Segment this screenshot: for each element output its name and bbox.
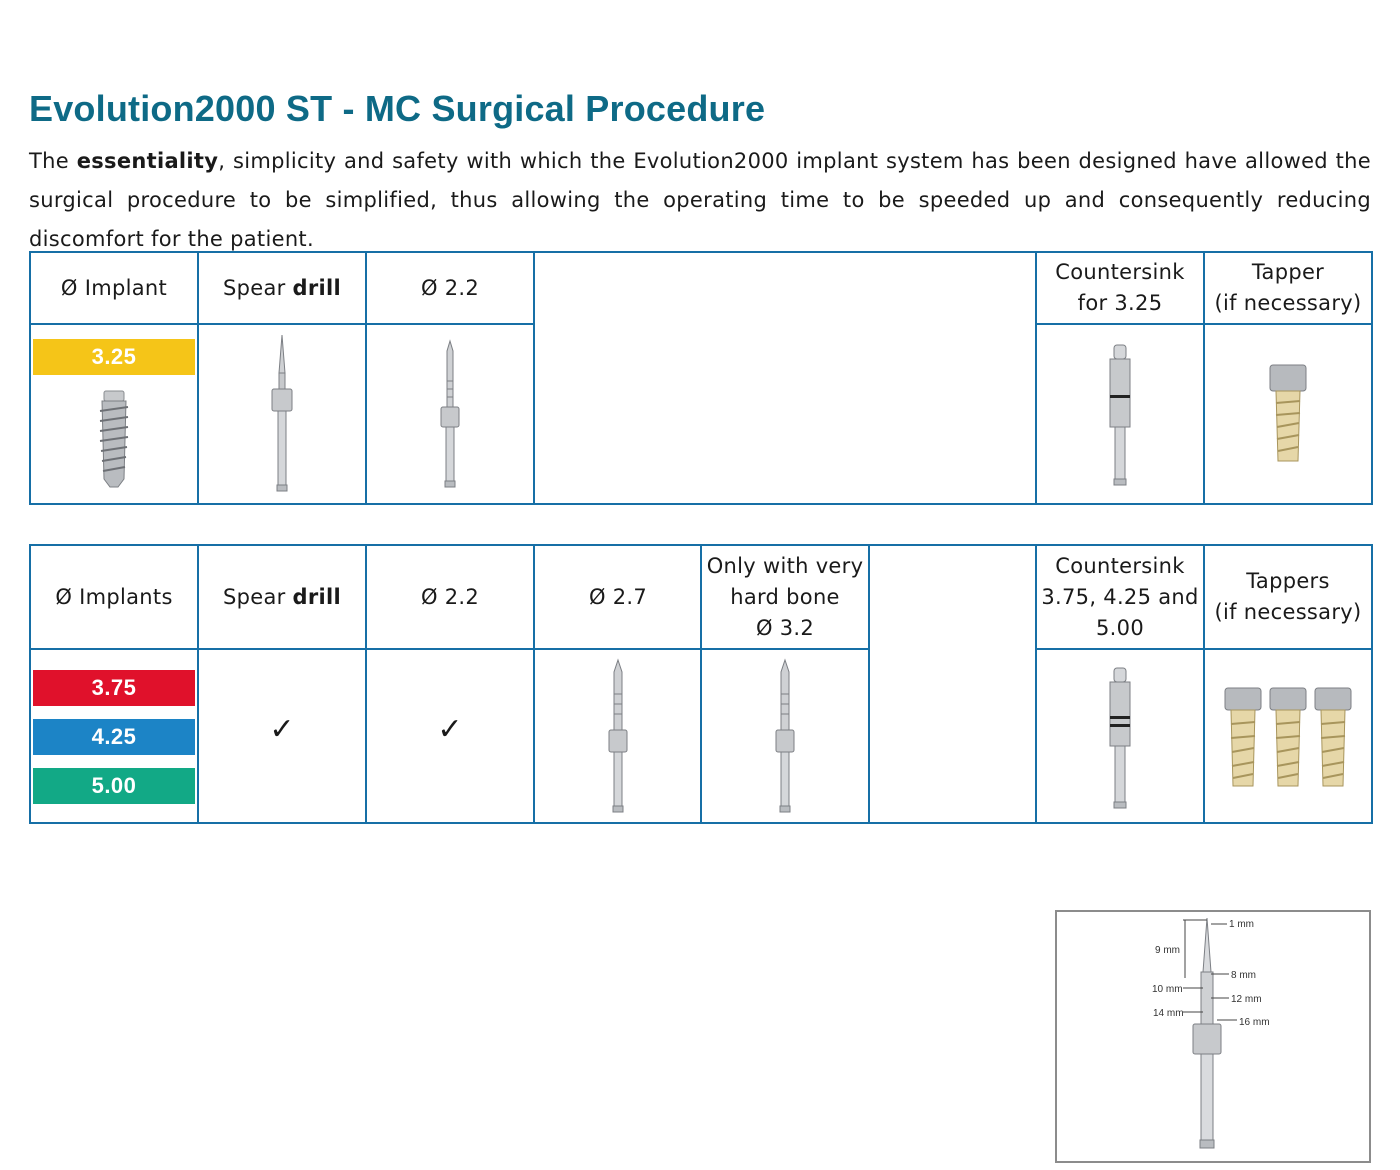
drill-2-2-cell xyxy=(365,648,535,824)
spec-label: 8 mm xyxy=(1231,970,1256,981)
header-spear-drill: Spear drill xyxy=(197,544,367,650)
header-tapper: Tapper (if necessary) xyxy=(1203,251,1373,325)
spec-label: 12 mm xyxy=(1231,994,1262,1005)
empty-cell xyxy=(868,544,1037,824)
implants-cell xyxy=(29,648,199,824)
tappers-cell xyxy=(1203,648,1373,824)
header-implants: Ø Implants xyxy=(29,544,199,650)
check-mark: ✓ xyxy=(437,712,463,747)
tappers-image xyxy=(1223,686,1353,790)
spear-drill-cell xyxy=(197,323,367,505)
spear-drill-cell xyxy=(197,648,367,824)
tapper-image xyxy=(1268,363,1308,467)
page-title: Evolution2000 ST - MC Surgical Procedure xyxy=(29,88,766,129)
spec-label: 14 mm xyxy=(1153,1008,1184,1019)
implant-size-badge: 5.00 xyxy=(33,768,195,804)
tapper-cell xyxy=(1203,323,1373,505)
spear-drill-dimension-diagram xyxy=(1057,912,1369,1161)
header-spear-drill: Spear drill xyxy=(197,251,367,325)
countersink-image xyxy=(1103,666,1137,812)
countersink-image xyxy=(1103,343,1137,489)
header-drill-3-2: Only with very hard bone Ø 3.2 xyxy=(700,544,870,650)
header-tappers: Tappers (if necessary) xyxy=(1203,544,1373,650)
empty-cell xyxy=(533,251,1037,505)
spec-label: 10 mm xyxy=(1152,984,1183,995)
spear-drill-image xyxy=(267,335,297,495)
header-drill-2-2: Ø 2.2 xyxy=(365,544,535,650)
countersink-cell xyxy=(1035,323,1205,505)
drill-2-2-image xyxy=(435,341,465,491)
implant-size-badge: 3.25 xyxy=(33,339,195,375)
spec-label: 1 mm xyxy=(1229,919,1254,930)
drill-3-2-image xyxy=(770,660,800,816)
implant-size-badge: 4.25 xyxy=(33,719,195,755)
header-implant: Ø Implant xyxy=(29,251,199,325)
implant-image xyxy=(94,389,134,489)
intro-bold: essentiality xyxy=(76,149,219,173)
spec-label: 16 mm xyxy=(1239,1017,1270,1028)
intro-paragraph: The essentiality, simplicity and safety with which the Evolution2000 implant system has been designed have allowed the surgical procedure to be simplified, thus allowing the operating time to be speeded up and consequently reducing discomfort for the patient. xyxy=(29,149,1372,251)
countersink-cell xyxy=(1035,648,1205,824)
drill-2-2-cell xyxy=(365,323,535,505)
header-countersink: Countersink 3.75, 4.25 and 5.00 xyxy=(1035,544,1205,650)
spear-drill-spec-figure xyxy=(1055,910,1371,1163)
check-mark: ✓ xyxy=(269,712,295,747)
header-countersink: Countersink for 3.25 xyxy=(1035,251,1205,325)
header-drill-2-7: Ø 2.7 xyxy=(533,544,703,650)
drill-2-7-image xyxy=(603,660,633,816)
implant-cell xyxy=(29,323,199,505)
drill-3-2-cell xyxy=(700,648,870,824)
implant-size-badge: 3.75 xyxy=(33,670,195,706)
drill-2-7-cell xyxy=(533,648,703,824)
spec-label: 9 mm xyxy=(1155,945,1180,956)
header-drill-2-2: Ø 2.2 xyxy=(365,251,535,325)
